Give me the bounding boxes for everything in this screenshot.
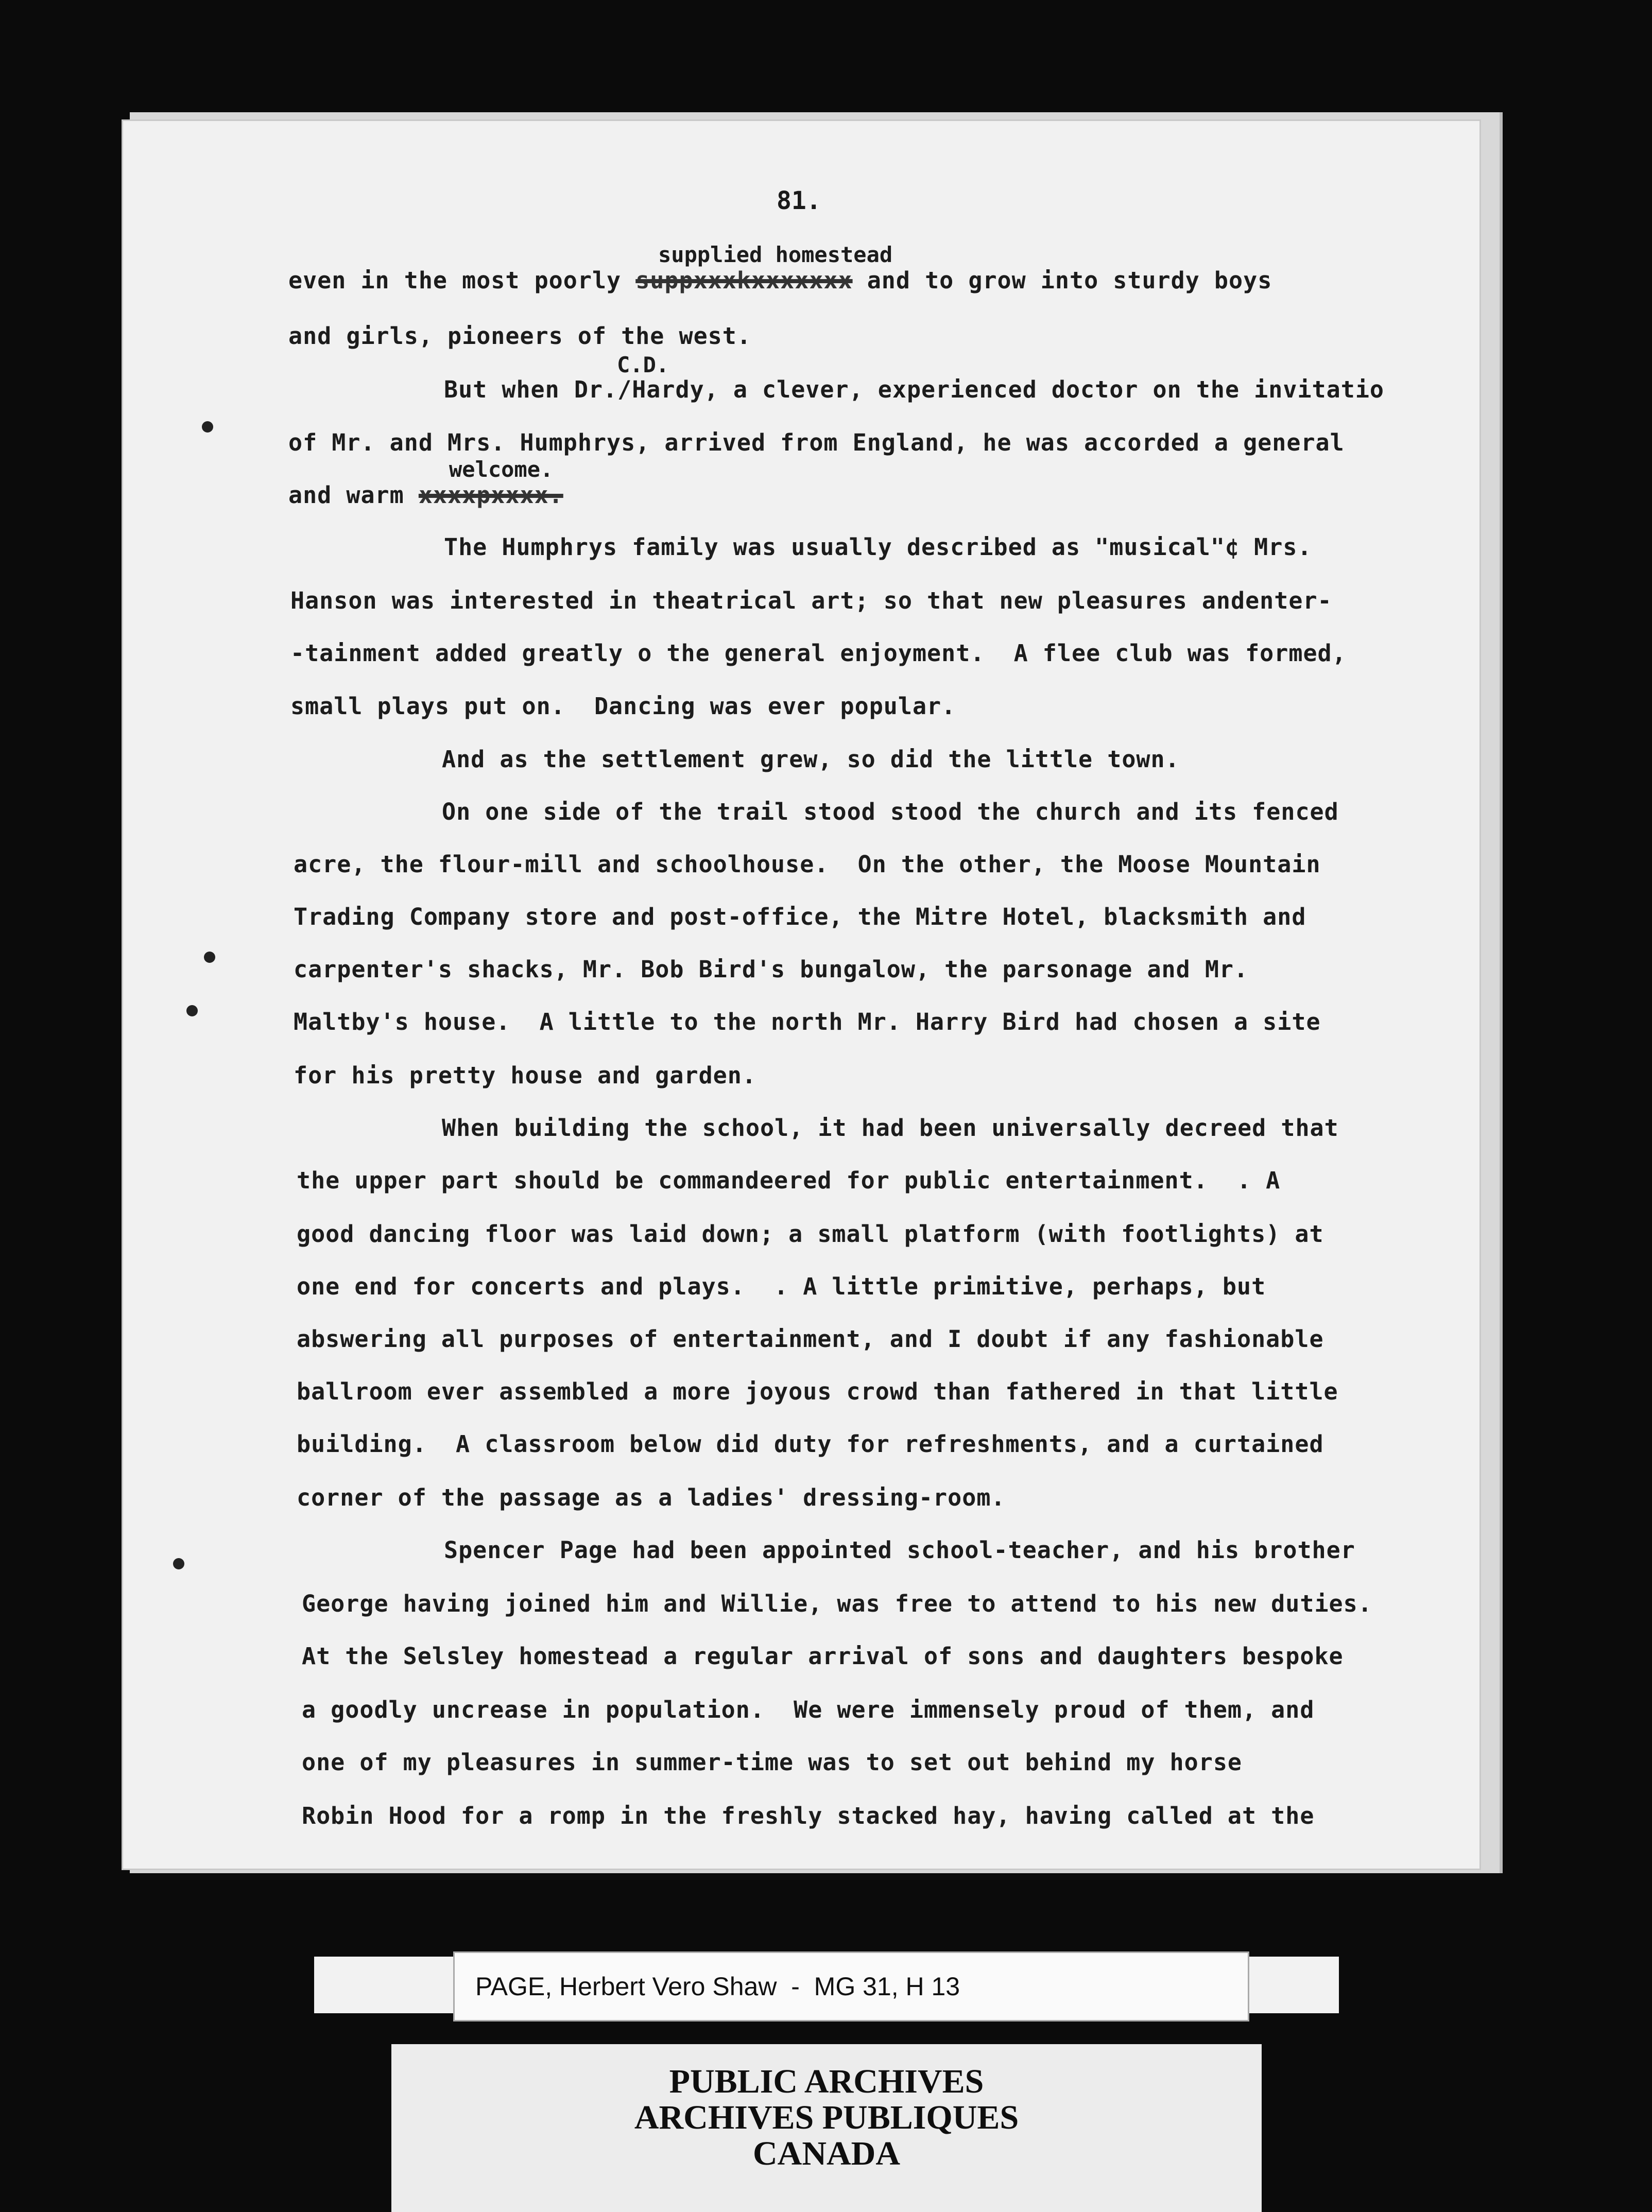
text-line-16: for his pretty house and garden.	[294, 1062, 756, 1089]
text-line-13: Trading Company store and post-office, the Mitre Hotel, blacksmith and	[294, 903, 1306, 930]
margin-speck	[186, 1005, 198, 1016]
text-line-25: Spencer Page had been appointed school-teacher, and his brother	[444, 1536, 1355, 1564]
text-line-29: one of my pleasures in summer-time was to set out behind my horse	[302, 1749, 1242, 1776]
text-line-24: corner of the passage as a ladies' dressing-room.	[297, 1484, 1006, 1511]
text-line-20: one end for concerts and plays. . A little primitive, perhaps, but	[297, 1273, 1266, 1300]
text-line-9: small plays put on. Dancing was ever popular.	[290, 693, 956, 720]
text-line-7: Hanson was interested in theatrical art; so that new pleasures andenter-	[290, 587, 1332, 614]
stamp-line-3: CANADA	[753, 2135, 900, 2172]
text-line-1-end: and to grow into sturdy boys	[852, 267, 1272, 294]
text-line-6: The Humphrys family was usually described as "musical"¢ Mrs.	[444, 533, 1312, 561]
archive-reference-label	[453, 1951, 1249, 2021]
text-line-18: the upper part should be commandeered for public entertainment. . A	[297, 1167, 1281, 1194]
margin-speck	[202, 421, 213, 433]
text-line-28: a goodly uncrease in population. We were immensely proud of them, and	[302, 1696, 1315, 1723]
stamp-line-2: ARCHIVES PUBLIQUES	[634, 2099, 1019, 2136]
text-line-11: On one side of the trail stood stood the church and its fenced	[442, 798, 1339, 825]
text-line-10: And as the settlement grew, so did the little town.	[442, 746, 1180, 773]
text-line-3: But when Dr./Hardy, a clever, experienced doctor on the invitatio	[444, 376, 1384, 403]
text-line-8: -tainment added greatly o the general enjoyment. A flee club was formed,	[290, 640, 1347, 667]
insertion-supplied-homestead: supplied homestead	[658, 242, 893, 267]
text-line-17: When building the school, it had been universally decreed that	[442, 1114, 1339, 1142]
text-line-1	[288, 267, 1272, 294]
text-line-5-start: and warm	[288, 481, 419, 509]
text-line-1-start: even in the most poorly	[288, 267, 636, 294]
text-line-19: good dancing floor was laid down; a small platform (with footlights) at	[297, 1220, 1324, 1248]
insertion-cd: C.D.	[617, 352, 669, 377]
text-line-26: George having joined him and Willie, was free to attend to his new duties.	[302, 1590, 1372, 1617]
text-line-2: and girls, pioneers of the west.	[288, 322, 751, 350]
stamp-line-1: PUBLIC ARCHIVES	[669, 2063, 984, 2100]
text-line-14: carpenter's shacks, Mr. Bob Bird's bungalow, the parsonage and Mr.	[294, 956, 1249, 983]
struck-text-1: suppxxxkxxxxxxx	[635, 267, 853, 294]
insertion-welcome: welcome.	[449, 457, 554, 482]
text-line-5	[288, 481, 563, 509]
struck-text-5: xxxxpxxxx.	[418, 481, 563, 509]
text-line-21: abswering all purposes of entertainment, and I doubt if any fashionable	[297, 1325, 1324, 1353]
text-line-12: acre, the flour-mill and schoolhouse. On the other, the Moose Mountain	[294, 851, 1321, 878]
archive-stamp	[391, 2044, 1262, 2212]
text-line-4: of Mr. and Mrs. Humphrys, arrived from England, he was accorded a general	[288, 429, 1345, 456]
margin-speck	[204, 952, 215, 963]
archive-reference-text: PAGE, Herbert Vero Shaw - MG 31, H 13	[475, 1972, 960, 2001]
text-line-15: Maltby's house. A little to the north Mr. Harry Bird had chosen a site	[294, 1008, 1321, 1035]
margin-speck	[173, 1558, 184, 1569]
text-line-23: building. A classroom below did duty for refreshments, and a curtained	[297, 1430, 1324, 1458]
text-line-22: ballroom ever assembled a more joyous crowd than fathered in that little	[297, 1378, 1338, 1405]
text-line-30: Robin Hood for a romp in the freshly stacked hay, having called at the	[302, 1802, 1315, 1829]
page-number: 81.	[777, 186, 821, 215]
text-line-27: At the Selsley homestead a regular arrival of sons and daughters bespoke	[302, 1643, 1344, 1670]
